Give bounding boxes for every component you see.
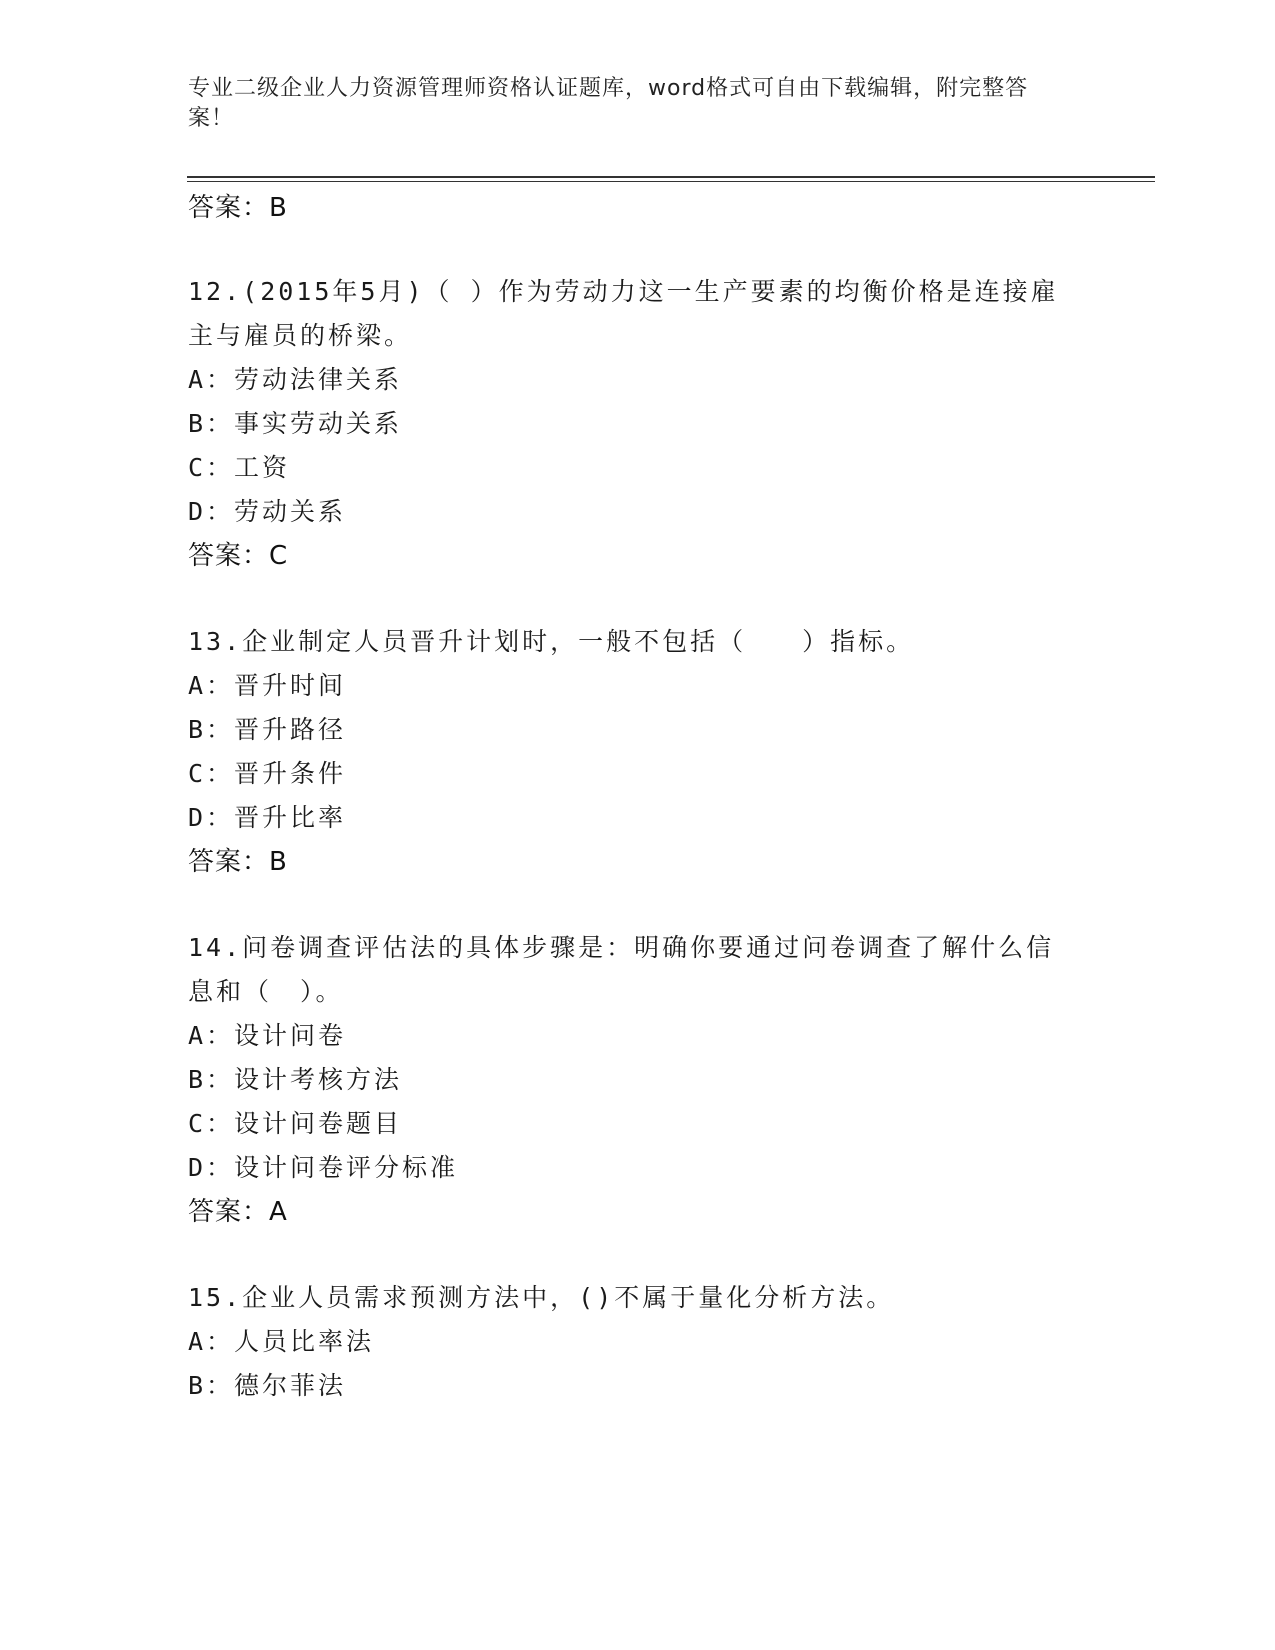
question-13-answer: 答案：B (188, 847, 288, 877)
question-12-option-c: C：工资 (188, 453, 291, 482)
question-15-option-a: A：人员比率法 (188, 1327, 375, 1356)
question-12-answer: 答案：C (188, 541, 289, 571)
question-13-stem-line-1: 13.企业制定人员晋升计划时，一般不包括（ ）指标。 (188, 627, 915, 656)
document-header: 专业二级企业人力资源管理师资格认证题库，word格式可自由下载编辑，附完整答案！ (188, 76, 1029, 131)
question-14-option-a: A：设计问卷 (188, 1021, 347, 1050)
question-13-option-c: C：晋升条件 (188, 759, 347, 788)
header-divider-thick (187, 176, 1155, 178)
question-12-option-d: D：劳动关系 (188, 497, 347, 526)
question-12-option-a: A：劳动法律关系 (188, 365, 403, 394)
header-divider-thin (187, 181, 1155, 182)
question-14-option-c: C：设计问卷题目 (188, 1109, 403, 1138)
question-12-stem-line-1: 12.(2015年5月)（ ）作为劳动力这一生产要素的均衡价格是连接雇 (188, 277, 1059, 306)
question-13-option-d: D：晋升比率 (188, 803, 347, 832)
question-14-stem-line-1: 14.问卷调查评估法的具体步骤是：明确你要通过问卷调查了解什么信 (188, 933, 1055, 962)
question-12-option-b: B：事实劳动关系 (188, 409, 403, 438)
question-13-option-b: B：晋升路径 (188, 715, 347, 744)
answer-11: 答案：B (188, 193, 288, 223)
question-13-option-a: A：晋升时间 (188, 671, 347, 700)
question-12-stem-line-2: 主与雇员的桥梁。 (188, 321, 413, 350)
question-14-stem-line-2: 息和（ ）。 (188, 977, 344, 1006)
question-14-answer: 答案：A (188, 1197, 288, 1227)
question-14-option-b: B：设计考核方法 (188, 1065, 403, 1094)
question-15-stem-line-1: 15.企业人员需求预测方法中，()不属于量化分析方法。 (188, 1283, 895, 1312)
question-15-option-b: B：德尔菲法 (188, 1371, 347, 1400)
question-14-option-d: D：设计问卷评分标准 (188, 1153, 459, 1182)
